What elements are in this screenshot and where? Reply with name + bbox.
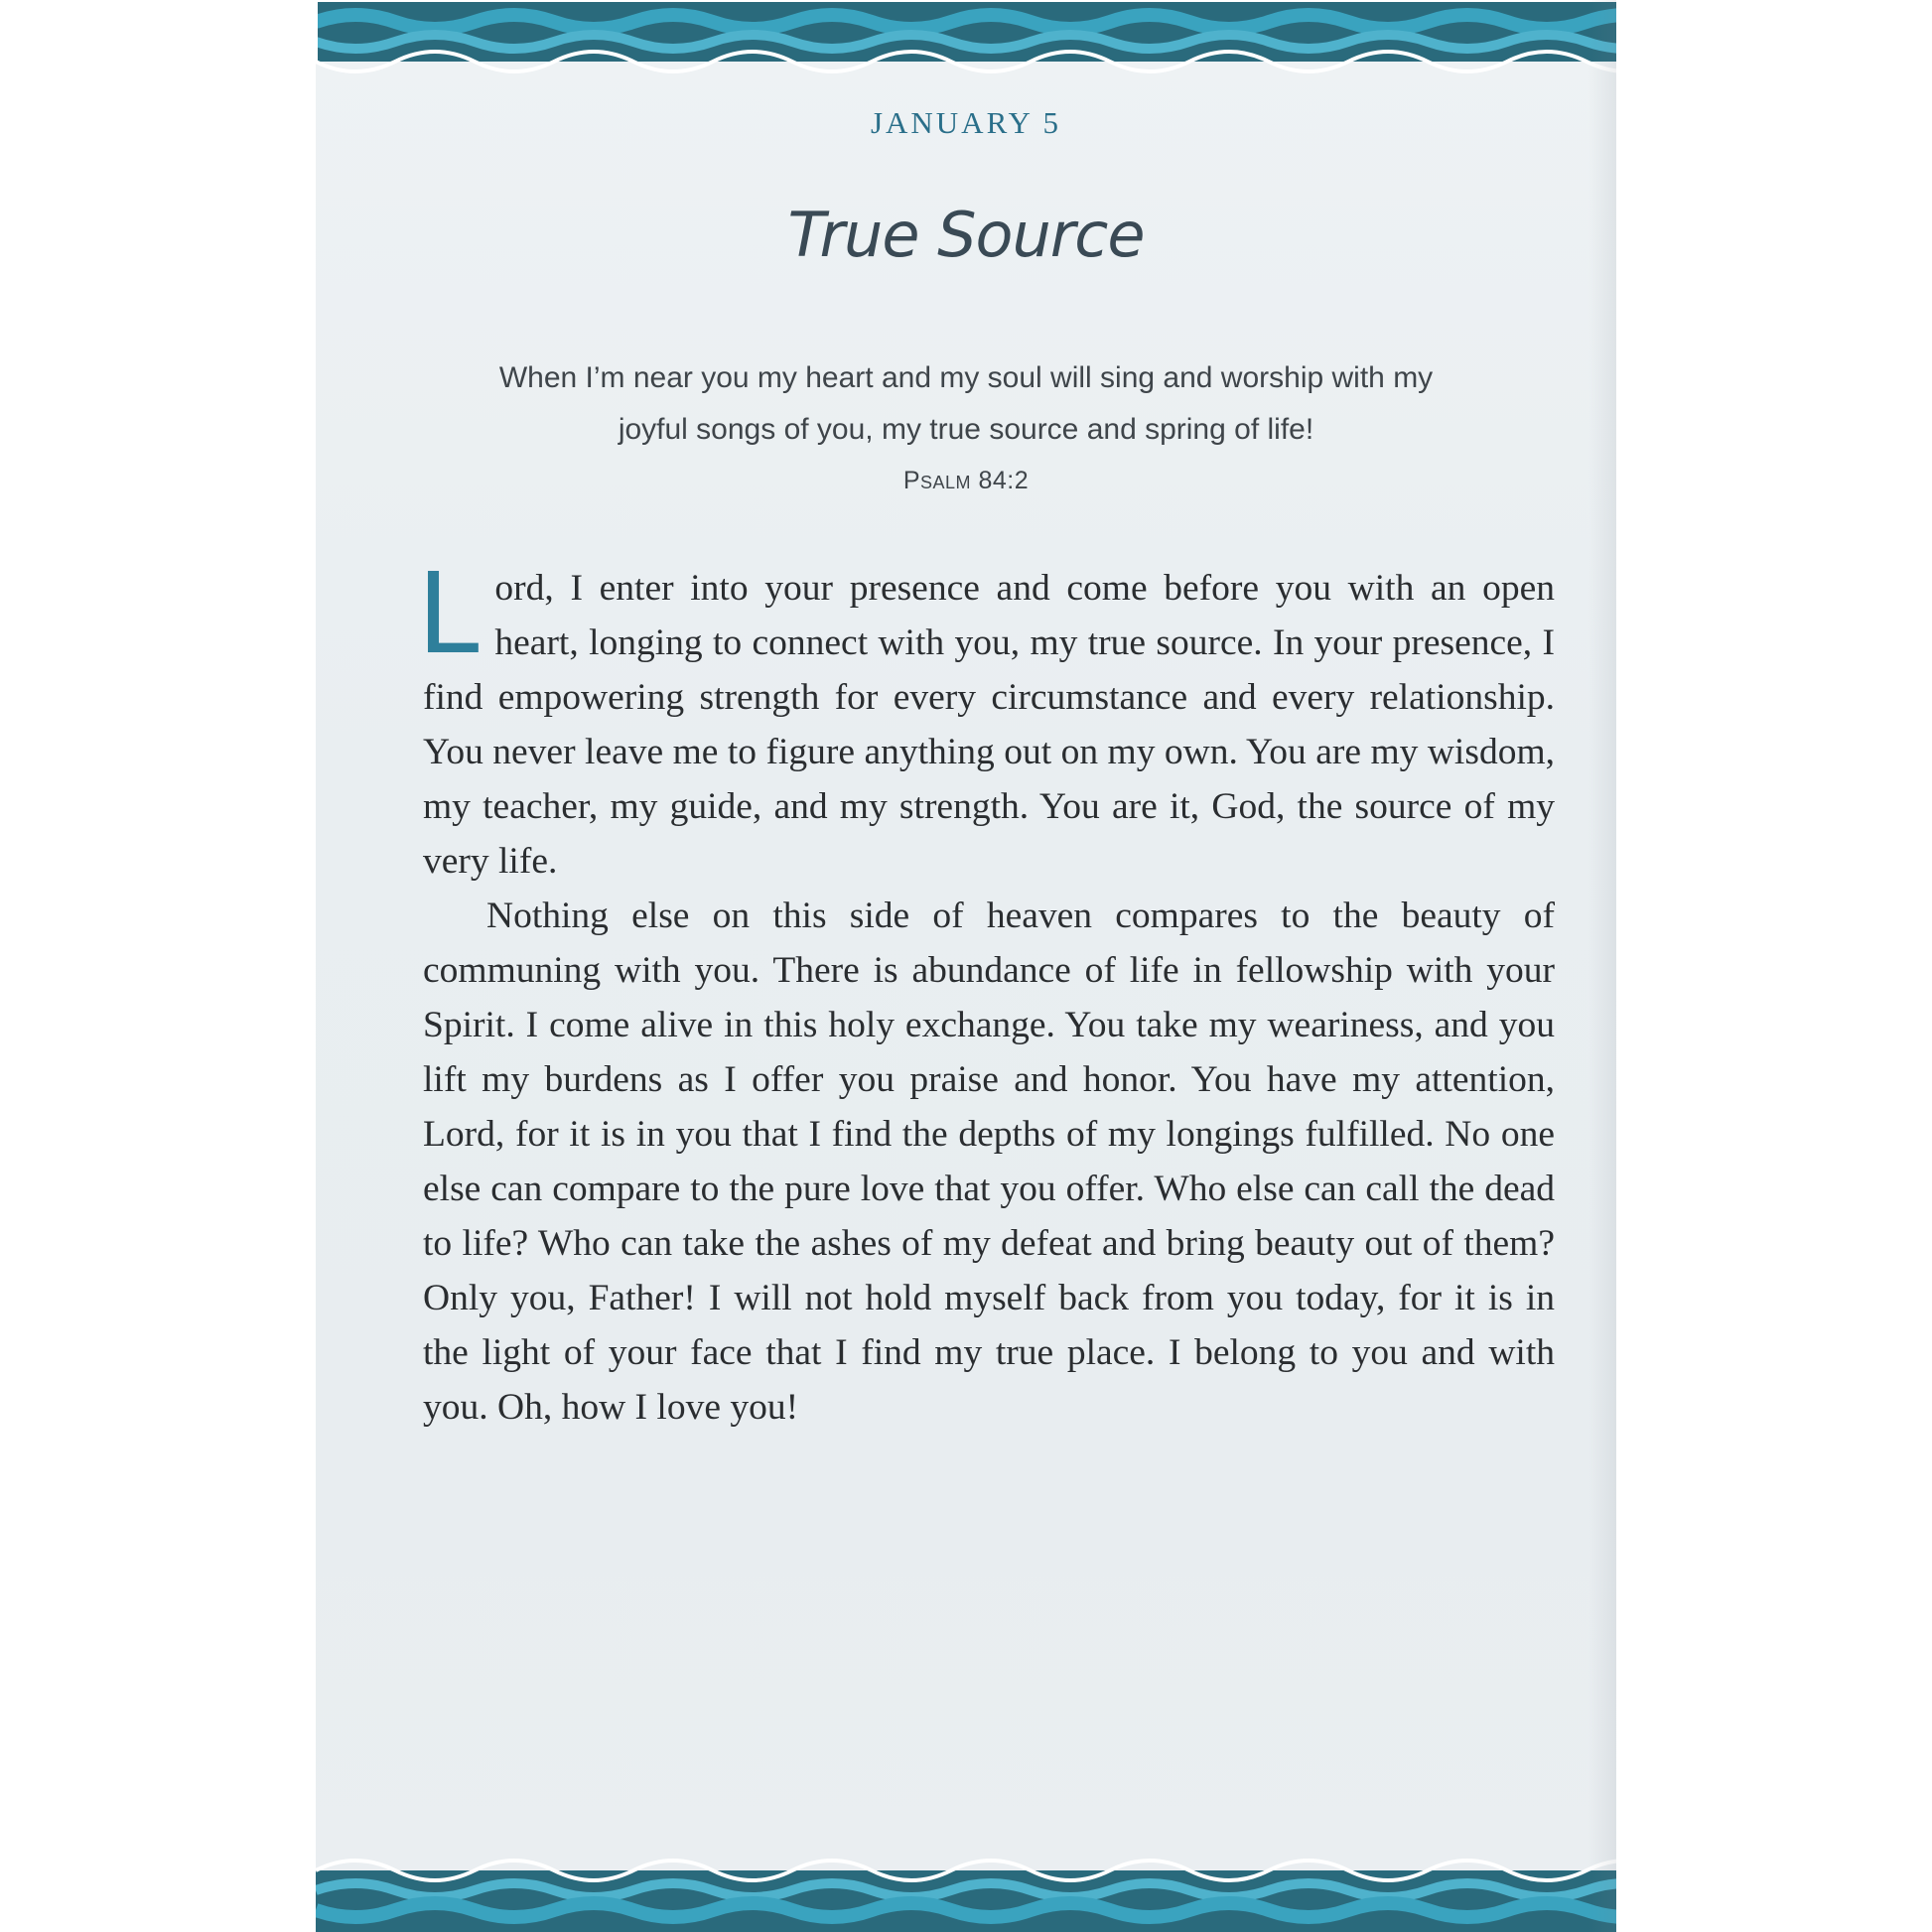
top-wave-border: [316, 0, 1616, 89]
entry-date: JANUARY 5: [870, 105, 1062, 140]
bottom-wave-border: [316, 1843, 1616, 1932]
entry-title: True Source: [787, 199, 1145, 271]
devotional-body: [417, 550, 1555, 1435]
book-page: [316, 0, 1616, 1932]
scripture-verse: When I’m near you my heart and my soul will sing and worship with my joyful songs of you, my true source and spring of life!: [498, 361, 1434, 446]
paragraph-1-text: ord, I enter into your presence and come before you with an open heart, longing to connect with you, my true source. In your presence, I find empowering strength for every circumstance and every relationship. You never leave me to figure anything out on my own. You are my wisdom, my teacher, my guide, and my strength. You are it, God, the source of my very life.: [423, 568, 1555, 882]
scripture-reference: Psalm 84:2: [902, 467, 1030, 494]
paragraph-2: Nothing else on this side of heaven compares to the beauty of communing with you. There is abundance of life in fellowship with your Spirit. I come alive in this holy exchange. You take my weariness, and you lift my burdens as I offer you praise and honor. You have my attention, Lord, for it is in you that I find the depths of my longings fulfilled. No one else can compare to the pure love that you offer. Who else can call the dead to life? Who can take the ashes of my defeat and bring beauty out of them? Only you, Father! I will not hold myself back from you today, for it is in the light of your face that I find my true place. I belong to you and with you. Oh, how I love you!: [423, 896, 1555, 1428]
drop-cap: L: [417, 550, 480, 679]
paragraph-1: [417, 550, 1555, 889]
